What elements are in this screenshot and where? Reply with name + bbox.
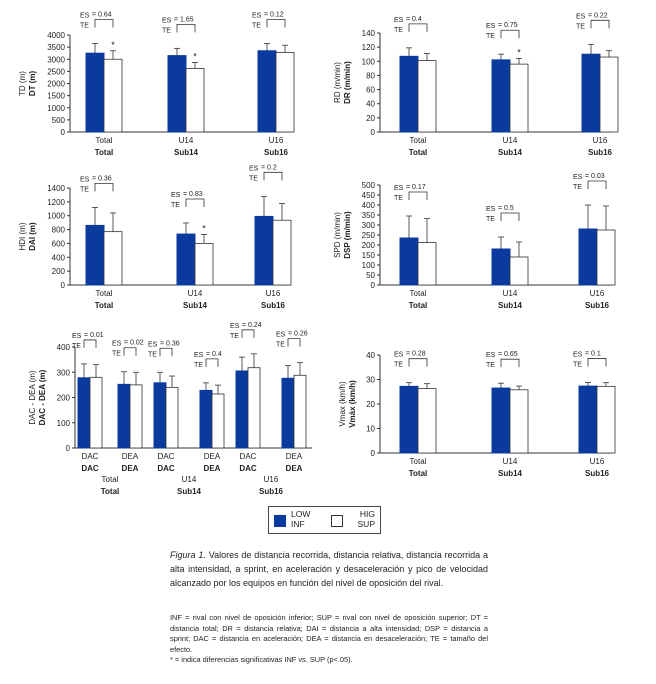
rd-es-label: ES <box>576 13 586 21</box>
rd-y-tick-label: 20 <box>366 113 375 123</box>
td-y-tick-label: 0 <box>60 128 65 137</box>
dac_dea-group-label-es: Sub16 <box>258 487 284 496</box>
hdi-es-label: ES <box>171 191 181 199</box>
vmax-y-tick-label: 40 <box>366 351 375 360</box>
td-es-value: = 1.65 <box>174 16 194 24</box>
td-te-label: TE <box>252 22 261 30</box>
hdi-te-label: TE <box>80 186 89 194</box>
td-te-label: TE <box>80 22 89 30</box>
spd-te-label: TE <box>486 216 495 223</box>
caption-text: Valores de distancia recorrida, distancia relativa, distancia recorrida a alta intensidad, a sprint, en aceleración y desaceleración y pico de velocidad alcanzado por los equipos en función del nivel de oposición del rival. <box>170 550 488 588</box>
dac_dea-bar-low <box>282 378 294 448</box>
notes-abbreviations: INF = rival con nivel de oposición inferior; SUP = rival con nivel de oposición superior; DT = distancia total; DR = distancia relativa; DAI = distancia a alta intensidad; DSP = distancia a sprint; DAC = distancia en aceleración; DEA = distancia en desaceleración; TE = tamaño del efecto. <box>170 613 488 654</box>
hdi-significance-star: * <box>202 223 206 234</box>
vmax-y-tick-label: 30 <box>366 375 375 385</box>
spd-bar-low <box>400 238 418 285</box>
dac_dea-bar-high <box>212 394 224 448</box>
td-y-tick-label: 3500 <box>47 43 65 53</box>
spd-es-label: ES <box>394 185 404 192</box>
td-es-value: = 0.12 <box>264 11 284 19</box>
td-y-tick-label: 3000 <box>47 55 65 65</box>
hdi-es-bracket <box>95 183 113 191</box>
spd-x-tick-label-es: Sub16 <box>584 301 610 310</box>
hdi-x-tick-label-es: Sub14 <box>182 301 208 310</box>
rd-te-label: TE <box>394 26 403 34</box>
spd-y-tick-label: 350 <box>361 211 375 220</box>
hdi-y-tick-label: 800 <box>51 225 65 235</box>
rd-bar-high <box>510 64 528 132</box>
rd-x-tick-label-es: Total <box>408 148 428 157</box>
td-te-label: TE <box>162 27 171 35</box>
td-x-tick-label: U16 <box>268 136 284 145</box>
dac_dea-es-bracket <box>124 348 136 356</box>
rd-x-tick-label: Total <box>409 136 427 145</box>
dac_dea-x-tick-label-es: DEA <box>121 464 139 473</box>
td-y-tick-label: 500 <box>51 115 65 125</box>
hdi-ylabel-es: DAI (m) <box>28 222 37 251</box>
td-x-tick-label-es: Total <box>94 148 114 157</box>
rd-y-tick-label: 0 <box>370 128 375 137</box>
vmax-bar-high <box>418 389 436 453</box>
notes-significance: * = indica diferencias significativas INF vs. SUP (p<.05). <box>170 655 353 665</box>
hdi-es-bracket <box>186 199 204 207</box>
dac_dea-es-value: = 0.26 <box>288 330 308 338</box>
spd-te-label: TE <box>394 195 403 202</box>
dac_dea-es-bracket <box>84 340 96 348</box>
hdi-es-value: = 0.36 <box>92 175 112 183</box>
spd-y-tick-label: 0 <box>370 281 375 290</box>
spd-es-bracket <box>501 213 519 221</box>
td-es-bracket <box>177 24 195 32</box>
dac_dea-es-value: = 0.4 <box>206 350 222 358</box>
vmax-ylabel-en: Vmax (km/h) <box>338 381 347 427</box>
td-significance-star: * <box>111 39 115 50</box>
legend-low-line1: LOW <box>291 509 311 519</box>
td-y-tick-label: 4000 <box>47 31 65 40</box>
dac_dea-x-tick-label-es: DEA <box>285 464 303 473</box>
dac_dea-te-label: TE <box>276 341 285 349</box>
td-bar-low <box>258 51 276 132</box>
hdi-es-label: ES <box>249 165 259 173</box>
vmax-y-tick-label: 0 <box>370 449 375 458</box>
td-significance-star: * <box>193 51 197 62</box>
vmax-y-tick-label: 20 <box>366 400 375 409</box>
vmax-te-label: TE <box>486 362 495 370</box>
vmax-x-tick-label: Total <box>409 457 427 466</box>
td-x-tick-label: U14 <box>178 136 194 145</box>
legend-high-line2: SUP <box>357 519 375 529</box>
spd-es-label: ES <box>573 174 583 181</box>
hdi-x-tick-label-es: Sub16 <box>260 301 286 310</box>
rd-te-label: TE <box>576 23 585 31</box>
td-es-value: = 0.64 <box>92 11 112 19</box>
rd-y-tick-label: 80 <box>366 71 375 81</box>
dac_dea-y-tick-label: 0 <box>65 444 70 453</box>
dac_dea-es-label: ES <box>72 332 82 340</box>
dac_dea-bar-low <box>118 384 130 448</box>
vmax-te-label: TE <box>394 361 403 369</box>
td-y-tick-label: 1500 <box>47 91 65 101</box>
hdi-x-tick-label-es: Total <box>94 301 114 310</box>
dac_dea-es-label: ES <box>112 340 122 348</box>
figure-caption <box>170 548 488 590</box>
dac_dea-bar-low <box>200 390 212 448</box>
legend-low-line2: INF <box>291 519 305 529</box>
dac_dea-bar-high <box>294 375 306 448</box>
dac_dea-te-label: TE <box>112 350 121 358</box>
dac_dea-x-tick-label: DAC <box>157 452 175 461</box>
td-x-tick-label: Total <box>95 136 113 145</box>
spd-te-label: TE <box>573 184 582 191</box>
dac_dea-x-tick-label: DEA <box>121 452 139 461</box>
dac_dea-es-value: = 0.02 <box>124 339 144 347</box>
rd-es-label: ES <box>486 23 496 31</box>
spd-bar-high <box>418 243 436 285</box>
legend-label-high <box>351 509 375 529</box>
td-bar-high <box>186 68 204 132</box>
vmax-x-tick-label-es: Sub14 <box>497 469 523 478</box>
legend-high-line1: HIG <box>359 509 375 519</box>
hdi-x-tick-label: Total <box>95 289 113 298</box>
dac_dea-group-label: U16 <box>263 475 279 484</box>
rd-x-tick-label: U14 <box>502 136 518 145</box>
hdi-y-tick-label: 600 <box>51 239 65 249</box>
hdi-y-tick-label: 1200 <box>47 197 65 207</box>
legend-label-low <box>291 509 310 529</box>
spd-es-label: ES <box>486 206 496 213</box>
vmax-x-tick-label-es: Total <box>408 469 428 478</box>
rd-es-bracket <box>409 24 427 32</box>
rd-x-tick-label: U16 <box>592 136 608 145</box>
dac_dea-group-label: Total <box>101 475 119 484</box>
td-bar-low <box>168 56 186 132</box>
vmax-es-label: ES <box>573 351 583 359</box>
spd-es-bracket <box>588 181 606 189</box>
td-es-bracket <box>267 19 285 27</box>
legend-swatch-high <box>331 515 343 527</box>
hdi-x-tick-label: U16 <box>265 289 281 298</box>
dac_dea-group-label-es: Total <box>100 487 120 496</box>
dac_dea-ylabel-es: DAC - DEA (m) <box>38 369 47 426</box>
rd-ylabel-en: RD (m/min) <box>333 62 342 103</box>
td-y-tick-label: 1000 <box>47 103 65 113</box>
hdi-bar-high <box>195 243 213 285</box>
rd-es-value: = 0.22 <box>588 12 608 20</box>
vmax-x-tick-label: U16 <box>589 457 605 466</box>
hdi-te-label: TE <box>171 201 180 209</box>
dac_dea-x-tick-label-es: DAC <box>239 464 257 473</box>
dac_dea-es-label: ES <box>148 341 158 349</box>
dac_dea-y-tick-label: 300 <box>56 368 70 378</box>
spd-y-tick-label: 200 <box>361 241 375 250</box>
vmax-bar-high <box>510 390 528 453</box>
dac_dea-te-label: TE <box>72 342 81 350</box>
vmax-es-value: = 0.65 <box>498 351 518 359</box>
spd-ylabel-en: SPD (m/min) <box>333 212 342 258</box>
spd-y-tick-label: 400 <box>361 201 375 210</box>
td-y-tick-label: 2500 <box>47 67 65 77</box>
hdi-es-value: = 0.2 <box>261 164 277 172</box>
chart-legend <box>268 506 381 534</box>
rd-x-tick-label-es: Sub16 <box>587 148 613 157</box>
rd-y-tick-label: 60 <box>366 85 375 95</box>
vmax-es-bracket <box>588 358 606 366</box>
dac_dea-es-label: ES <box>276 331 286 339</box>
dac_dea-x-tick-label-es: DAC <box>157 464 175 473</box>
spd-y-tick-label: 100 <box>361 261 375 270</box>
rd-bar-low <box>582 54 600 132</box>
dac_dea-bar-low <box>236 371 248 448</box>
hdi-y-tick-label: 200 <box>51 267 65 277</box>
hdi-y-tick-label: 1400 <box>47 184 65 193</box>
rd-es-label: ES <box>394 16 404 24</box>
hdi-bar-low <box>86 225 104 285</box>
dac_dea-x-tick-label: DAC <box>239 452 257 461</box>
dac_dea-y-tick-label: 100 <box>56 418 70 428</box>
hdi-bar-high <box>104 232 122 285</box>
spd-es-bracket <box>409 192 427 200</box>
spd-bar-low <box>492 249 510 285</box>
rd-es-bracket <box>591 20 609 28</box>
spd-x-tick-label: Total <box>409 289 427 298</box>
vmax-bar-high <box>597 386 615 453</box>
rd-es-value: = 0.75 <box>498 22 518 30</box>
dac_dea-bar-high <box>248 368 260 448</box>
vmax-es-bracket <box>501 359 519 367</box>
dac_dea-te-label: TE <box>194 361 203 369</box>
spd-bar-high <box>510 257 528 285</box>
dac_dea-es-bracket <box>160 348 172 356</box>
spd-x-tick-label: U14 <box>502 289 518 298</box>
dac_dea-x-tick-label: DEA <box>285 452 303 461</box>
vmax-es-bracket <box>409 359 427 367</box>
td-es-label: ES <box>80 12 90 20</box>
td-x-tick-label-es: Sub16 <box>263 148 289 157</box>
dac_dea-group-label: U14 <box>181 475 197 484</box>
hdi-es-value: = 0.83 <box>183 190 203 198</box>
spd-y-tick-label: 500 <box>361 181 375 190</box>
dac_dea-es-value: = 0.01 <box>84 331 104 339</box>
rd-bar-low <box>492 60 510 132</box>
spd-y-tick-label: 250 <box>361 231 375 240</box>
dac_dea-es-bracket <box>288 339 300 347</box>
hdi-es-bracket <box>264 172 282 180</box>
spd-bar-low <box>579 229 597 285</box>
rd-y-tick-label: 40 <box>366 99 375 109</box>
rd-bar-high <box>600 57 618 132</box>
spd-ylabel-es: DSP (m/min) <box>343 211 352 259</box>
dac_dea-x-tick-label: DEA <box>203 452 221 461</box>
spd-y-tick-label: 50 <box>366 271 375 280</box>
hdi-y-tick-label: 1000 <box>47 211 65 221</box>
vmax-es-label: ES <box>486 352 496 360</box>
spd-x-tick-label-es: Total <box>408 301 428 310</box>
hdi-ylabel-en: HDI (m) <box>18 222 27 251</box>
hdi-bar-high <box>273 220 291 285</box>
hdi-y-tick-label: 400 <box>51 253 65 263</box>
spd-y-tick-label: 150 <box>361 251 375 260</box>
dac_dea-es-bracket <box>242 330 254 338</box>
td-x-tick-label-es: Sub14 <box>173 148 199 157</box>
rd-ylabel-es: DR (m/min) <box>343 61 352 104</box>
dac_dea-x-tick-label: DAC <box>81 452 99 461</box>
td-y-tick-label: 2000 <box>47 79 65 89</box>
hdi-x-tick-label: U14 <box>187 289 203 298</box>
td-es-bracket <box>95 19 113 27</box>
spd-es-value: = 0.17 <box>406 184 426 191</box>
dac_dea-bar-high <box>90 377 102 448</box>
dac_dea-bar-high <box>166 387 178 448</box>
td-es-label: ES <box>162 17 172 25</box>
dac_dea-group-label-es: Sub14 <box>176 487 202 496</box>
td-bar-high <box>104 59 122 132</box>
spd-x-tick-label-es: Sub14 <box>497 301 523 310</box>
dac_dea-es-label: ES <box>230 322 240 330</box>
legend-swatch-low <box>274 515 286 527</box>
spd-es-value: = 0.5 <box>498 205 514 212</box>
dac_dea-es-value: = 0.36 <box>160 340 180 348</box>
rd-y-tick-label: 120 <box>361 43 375 53</box>
rd-te-label: TE <box>486 33 495 41</box>
vmax-ylabel-es: Vmáx (km/h) <box>348 380 357 428</box>
rd-significance-star: * <box>517 47 521 58</box>
vmax-te-label: TE <box>573 361 582 369</box>
td-bar-low <box>86 53 104 132</box>
spd-y-tick-label: 450 <box>361 191 375 200</box>
dac_dea-es-value: = 0.24 <box>242 321 262 329</box>
vmax-bar-low <box>400 386 418 453</box>
rd-es-bracket <box>501 30 519 38</box>
dac_dea-y-tick-label: 200 <box>56 393 70 403</box>
vmax-x-tick-label: U14 <box>502 457 518 466</box>
vmax-x-tick-label-es: Sub16 <box>584 469 610 478</box>
dac_dea-es-bracket <box>206 359 218 367</box>
dac_dea-ylabel-en: DAC - DEA (m) <box>28 370 37 425</box>
rd-bar-low <box>400 56 418 132</box>
td-ylabel-es: DT (m) <box>28 70 37 97</box>
rd-y-tick-label: 100 <box>361 57 375 67</box>
rd-bar-high <box>418 61 436 132</box>
spd-es-value: = 0.03 <box>585 173 605 180</box>
vmax-es-value: = 0.28 <box>406 350 426 358</box>
dac_dea-x-tick-label-es: DEA <box>203 464 221 473</box>
hdi-bar-low <box>255 216 273 285</box>
spd-y-tick-label: 300 <box>361 221 375 230</box>
dac_dea-y-tick-label: 400 <box>56 343 70 352</box>
dac_dea-te-label: TE <box>230 332 239 340</box>
spd-bar-high <box>597 230 615 285</box>
spd-x-tick-label: U16 <box>589 289 605 298</box>
dac_dea-x-tick-label-es: DAC <box>81 464 99 473</box>
td-ylabel-en: TD (m) <box>18 71 27 96</box>
dac_dea-bar-high <box>130 385 142 448</box>
hdi-y-tick-label: 0 <box>60 281 65 290</box>
vmax-es-value: = 0.1 <box>585 350 601 358</box>
dac_dea-bar-low <box>154 383 166 448</box>
vmax-es-label: ES <box>394 351 404 359</box>
dac_dea-te-label: TE <box>148 351 157 359</box>
vmax-bar-low <box>579 386 597 453</box>
hdi-es-label: ES <box>80 176 90 184</box>
dac_dea-bar-low <box>78 378 90 448</box>
rd-x-tick-label-es: Sub14 <box>497 148 523 157</box>
figure-notes <box>170 613 488 666</box>
dac_dea-es-label: ES <box>194 351 204 359</box>
caption-label: Figura 1. <box>170 550 206 560</box>
vmax-bar-low <box>492 388 510 453</box>
hdi-bar-low <box>177 234 195 285</box>
td-bar-high <box>276 52 294 132</box>
rd-es-value: = 0.4 <box>406 15 422 23</box>
td-es-label: ES <box>252 12 262 20</box>
hdi-te-label: TE <box>249 175 258 183</box>
vmax-y-tick-label: 10 <box>366 424 375 434</box>
rd-y-tick-label: 140 <box>361 29 375 38</box>
